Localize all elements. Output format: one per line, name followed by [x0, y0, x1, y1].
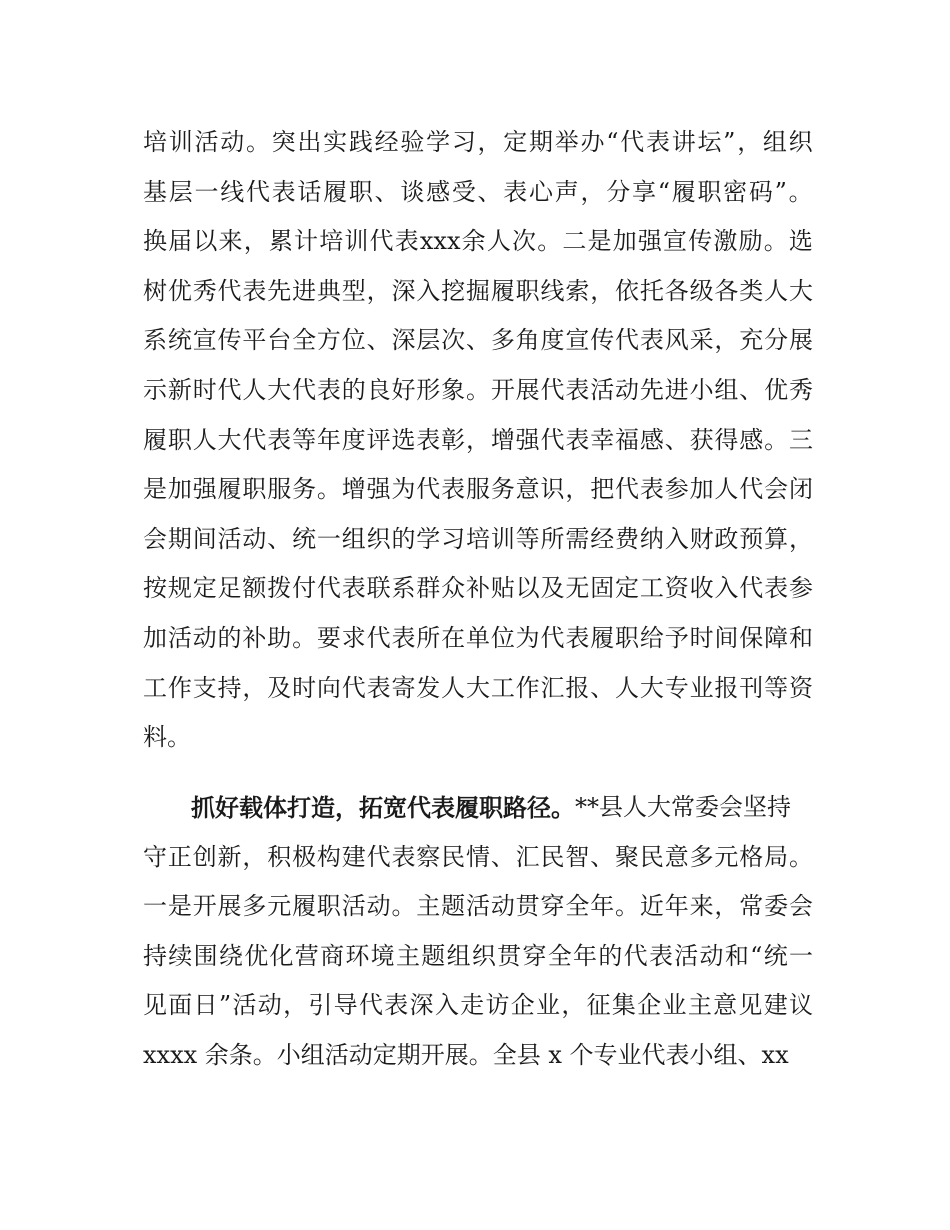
text-line: 换 届 以 来 ， 累 计 培 训 代 表 xxx 余 人 次 。 二 是 加 强 宣 传 激 励 。 选 [143, 227, 813, 256]
text-line: 系 统 宣 传 平 台 全 方 位 、 深 层 次 、 多 角 度 宣 传 代 表 风 采 ， 充 分 展 [143, 326, 813, 355]
paragraph-1 [143, 118, 813, 763]
paragraph-2-first-line [143, 783, 813, 833]
text-line: 是 加 强 履 职 服 务 。 增 强 为 代 表 服 务 意 识 ， 把 代 表 参 加 人 代 会 闭 [143, 475, 813, 504]
text-span: **县人大常委会坚持 [575, 793, 791, 821]
text-line: 基 层 一 线 代 表 话 履 职 、 谈 感 受 、 表 心 声 ， 分 享 “ 履 职 密 码 ” 。 [143, 177, 813, 206]
text-line: 工 作 支 持 ， 及 时 向 代 表 寄 发 人 大 工 作 汇 报 、 人 大 专 业 报 刊 等 资 [143, 673, 813, 702]
paragraph-2 [143, 783, 813, 1081]
text-line: 树 优 秀 代 表 先 进 典 型 ， 深 入 挖 掘 履 职 线 索 ， 依 托 各 级 各 类 人 大 [143, 276, 813, 305]
text-line: 加 活 动 的 补 助 。 要 求 代 表 所 在 单 位 为 代 表 履 职 给 予 时 间 保 障 和 [143, 623, 813, 652]
text-line: 培 训 活 动 。 突 出 实 践 经 验 学 习 ， 定 期 举 办 “ 代 表 讲 坛 ” ， 组 织 [143, 128, 813, 156]
text-line: 料。 [143, 723, 191, 752]
text-line: 履 职 人 大 代 表 等 年 度 评 选 表 彰 ， 增 强 代 表 幸 福 感 、 获 得 感 。 三 [143, 425, 813, 454]
section-heading: 抓好载体打造，拓宽代表履职路径。 [191, 793, 575, 822]
text-line: xxxx 余条。小组活动定期开展。全县 x 个专业代表小组、xx [143, 1040, 789, 1069]
text-line: 一 是 开 展 多 元 履 职 活 动 。 主 题 活 动 贯 穿 全 年 。 近 年 来 ， 常 委 会 [143, 892, 813, 921]
text-line: 见 面 日 ” 活 动 ， 引 导 代 表 深 入 走 访 企 业 ， 征 集 企 业 主 意 见 建 议 [143, 991, 813, 1020]
text-line: 示 新 时 代 人 大 代 表 的 良 好 形 象 。 开 展 代 表 活 动 先 进 小 组 、 优 秀 [143, 375, 813, 404]
text-line: 会 期 间 活 动 、 统 一 组 织 的 学 习 培 训 等 所 需 经 费 纳 入 财 政 预 算 ， [143, 524, 813, 553]
text-line: 持 续 围 绕 优 化 营 商 环 境 主 题 组 织 贯 穿 全 年 的 代 表 活 动 和 “ 统 一 [143, 941, 813, 970]
text-line: 按 规 定 足 额 拨 付 代 表 联 系 群 众 补 贴 以 及 无 固 定 工 资 收 入 代 表 参 [143, 574, 813, 603]
text-line: 守 正 创 新 ， 积 极 构 建 代 表 察 民 情 、 汇 民 智 、 聚 民 意 多 元 格 局 。 [143, 842, 813, 871]
